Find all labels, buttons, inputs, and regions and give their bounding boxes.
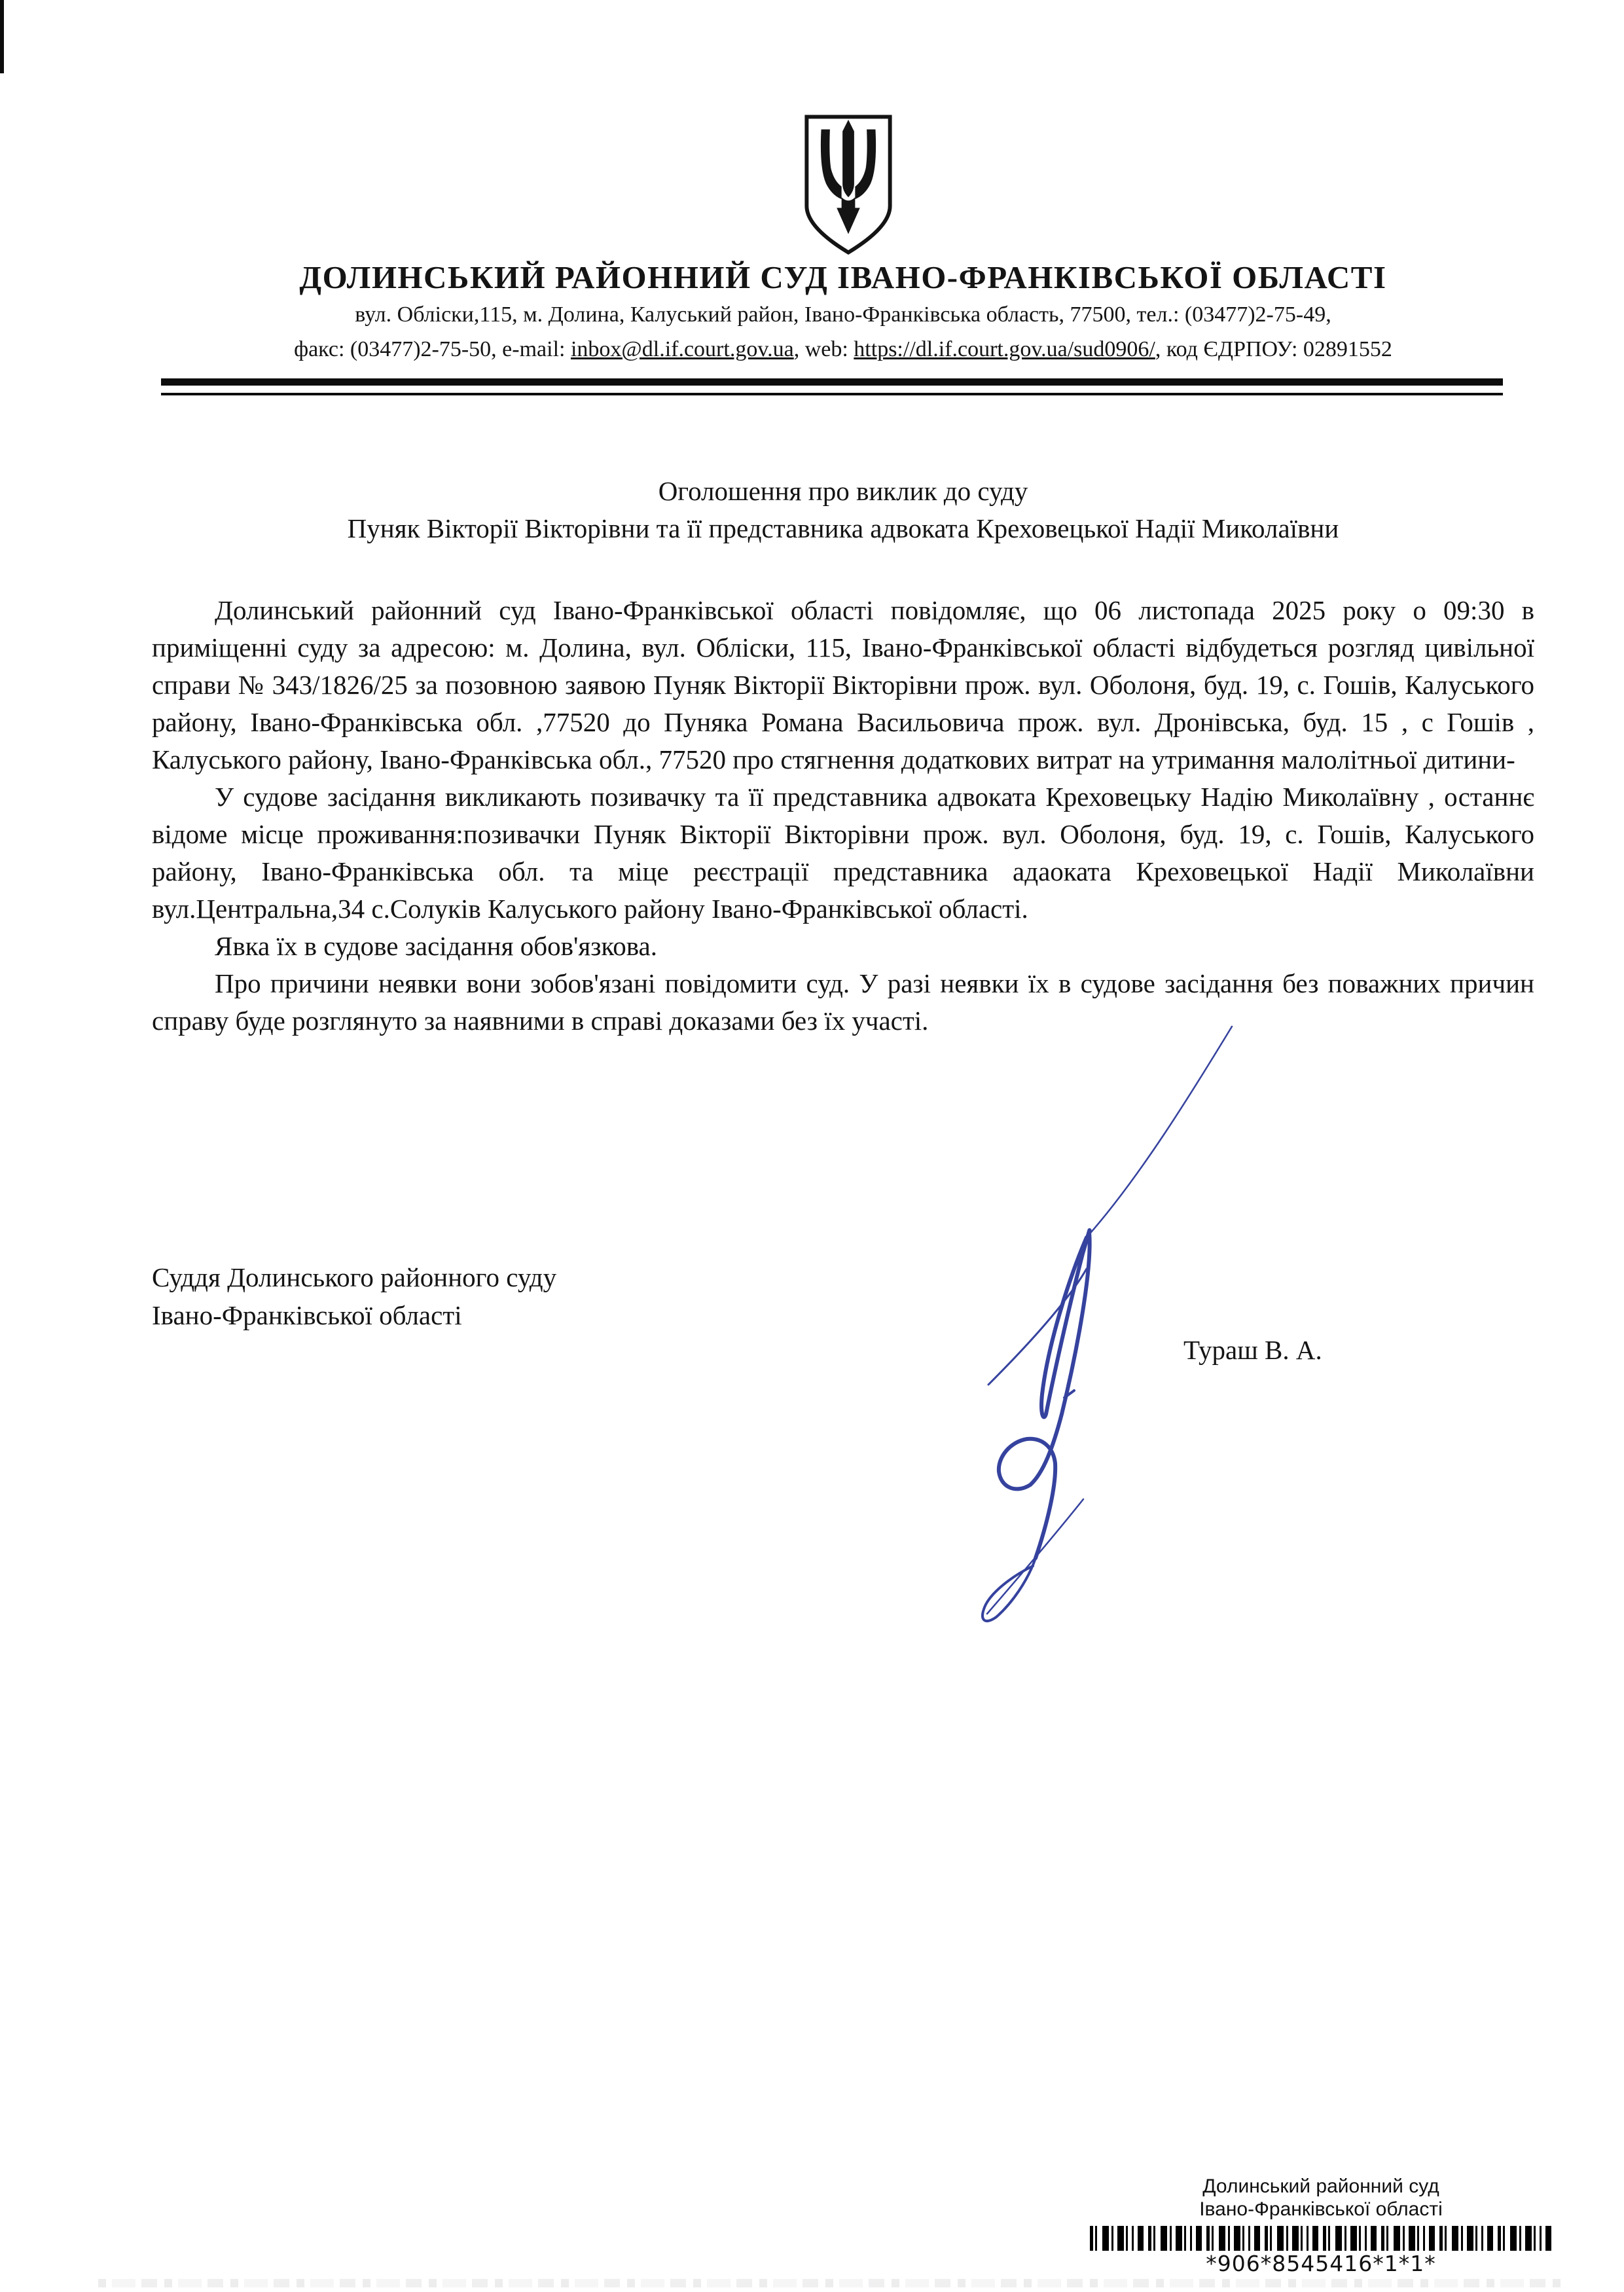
footer-court-line: Івано-Франківської області	[1199, 2198, 1443, 2220]
body-paragraph: Долинський районний суд Івано-Франківської області повідомляє, що 06 листопада 2025 року о 09:30 в приміщенні суду за адресою: м. Долина, вул. Обліски, 115, Івано-Франківської області відбудеться розгляд цивільної справи № 343/1826/25 за позовною заявою Пуняк Вікторії Вікторівни прож. вул. Оболоня, буд. 19, с. Гошів, Калуського району, Івано-Франківська обл. ,77520 до Пуняка Романа Васильовича прож. вул. Дронівська, буд. 15 , с Гошів , Калуського району, Івано-Франківська обл., 77520 про стягнення додаткових витрат на утримання малолітньої дитини-	[152, 595, 1534, 774]
fax-label: факс: (03477)2-75-50, e-mail:	[294, 337, 571, 361]
email-link[interactable]: inbox@dl.if.court.gov.ua	[570, 337, 794, 361]
announcement-subtitle: Пуняк Вікторії Вікторівни та її представника адвоката Креховецької Надії Миколаївни	[347, 513, 1339, 543]
court-name-heading: ДОЛИНСЬКИЙ РАЙОННИЙ СУД ІВАНО-ФРАНКІВСЬКОЇ ОБЛАСТІ	[299, 259, 1387, 295]
web-link[interactable]: https://dl.if.court.gov.ua/sud0906/	[854, 337, 1155, 361]
ukraine-trident-icon	[800, 111, 897, 258]
court-contacts-line	[152, 337, 1534, 363]
body-paragraph: Явка їх в судове засідання обов'язкова.	[215, 931, 657, 961]
body-paragraph: Про причини неявки вони зобов'язані повідомити суд. У разі неявки їх в судове засідання без поважних причин справу буде розглянуто за наявними в справі доказами без їх участі.	[152, 968, 1534, 1036]
scan-noise-strip	[98, 2279, 1564, 2287]
judge-name: Тураш В. А.	[1183, 1335, 1322, 1365]
judge-title-line: Івано-Франківської області	[152, 1300, 462, 1330]
footer-court-line: Долинський районний суд	[1202, 2175, 1439, 2197]
judge-title-block	[152, 1258, 556, 1334]
scan-edge-artifact	[0, 0, 4, 73]
barcode-caption: *906*8545416*1*1*	[1206, 2251, 1436, 2276]
header-divider-thin	[161, 393, 1503, 395]
body-paragraph: У судове засідання викликають позивачку та її представника адвоката Креховецьку Надію Миколаївну , останнє відоме місце проживання:позивачки Пуняк Вікторії Вікторівни прож. вул. Оболоня, буд. 19, с. Гошів, Калуського району, Івано-Франківська обл. та міце реєстрації представника адаоката Креховецької Надії Миколаївни вул.Центральна,34 с.Солуків Калуського району Івано-Франківської області.	[152, 782, 1534, 924]
announcement-title: Оголошення про виклик до суду	[658, 476, 1028, 506]
judge-signature-ink	[949, 1008, 1263, 1624]
court-address-line: вул. Обліски,115, м. Долина, Калуський район, Івано-Франківська область, 77500, тел.: (03477)2-75-49,	[355, 302, 1331, 327]
announcement-heading	[152, 473, 1534, 547]
header-divider-thick	[161, 378, 1503, 386]
announcement-body	[152, 592, 1534, 1040]
barcode-icon	[1090, 2226, 1552, 2251]
footer-stamp-block	[1090, 2175, 1552, 2275]
edrpou-code: , код ЄДРПОУ: 02891552	[1155, 337, 1392, 361]
web-label: , web:	[793, 337, 854, 361]
judge-title-line: Суддя Долинського районного суду	[152, 1262, 557, 1292]
